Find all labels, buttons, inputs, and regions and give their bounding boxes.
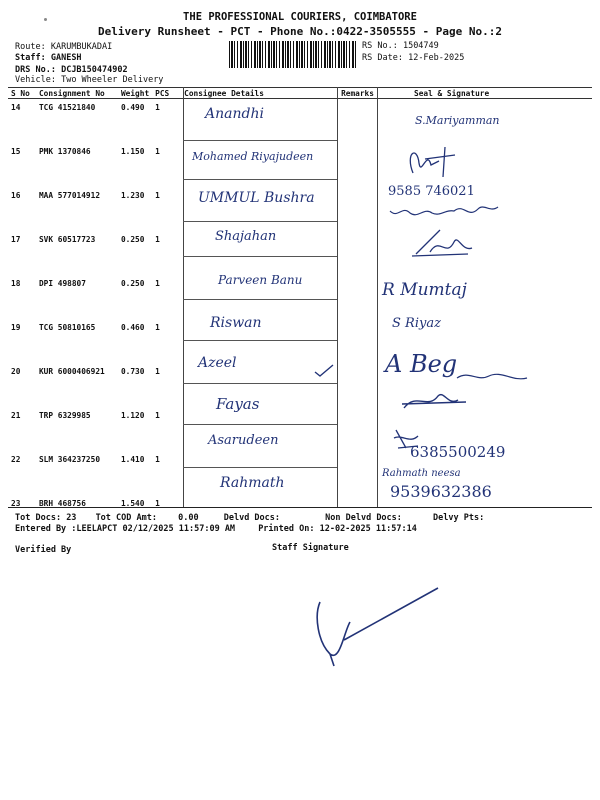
sno-cell: 20 [11, 367, 21, 376]
weight-cell: 0.730 [120, 367, 145, 376]
consignee-handwritten: Asarudeen [208, 433, 279, 448]
col-remarks: Remarks [338, 88, 394, 99]
sno-cell: 16 [11, 191, 21, 200]
weight-cell: 1.540 [120, 499, 145, 508]
staff-line [15, 53, 82, 63]
table-bottom-rule [8, 507, 592, 508]
seal-signature: S.Mariyamman [415, 114, 500, 127]
drs-label: DRS No.: [15, 65, 56, 75]
weight-cell: 1.150 [120, 147, 145, 156]
seal-signature: 6385500249 [410, 443, 506, 461]
pcs-cell: 1 [155, 235, 160, 244]
col-consignee: Consignee Details [181, 88, 338, 99]
row-divider [183, 424, 337, 425]
pcs-cell: 1 [155, 411, 160, 420]
weight-cell: 0.250 [120, 235, 145, 244]
row-divider [183, 179, 337, 180]
col-weight: Weight [118, 88, 152, 99]
route-line [15, 42, 112, 52]
table-header-row [8, 88, 592, 99]
consignee-handwritten: Riswan [210, 315, 262, 331]
consignee-handwritten: Rahmath [220, 475, 285, 491]
drs-line [15, 65, 128, 75]
tot-docs-label: Tot Docs: [15, 513, 62, 523]
signature-mark [395, 143, 465, 181]
verified-by: Verified By [15, 545, 72, 555]
barcode [229, 41, 357, 68]
column-divider [377, 87, 378, 507]
seal-signature: 9585 746021 [388, 184, 475, 199]
column-divider [183, 87, 184, 507]
non-delvd-docs-label: Non Delvd Docs: [325, 513, 402, 523]
consignment-cell: TCG 41521840 [38, 103, 96, 112]
vehicle-label: Vehicle: [15, 75, 56, 85]
col-consignment: Consignment No [36, 88, 118, 99]
sno-cell: 19 [11, 323, 21, 332]
consignment-cell: TCG 50810165 [38, 323, 96, 332]
delvd-docs-label: Delvd Docs: [223, 513, 281, 523]
tot-docs-value: 23 [66, 513, 77, 523]
consignee-handwritten: Mohamed Riyajudeen [192, 150, 314, 163]
pcs-cell: 1 [155, 367, 160, 376]
rs-date-line [362, 53, 464, 63]
signature-mark [400, 388, 470, 414]
tot-cod-label: Tot COD Amt: [95, 513, 157, 523]
seal-signature: 9539632386 [390, 482, 492, 501]
row-divider [183, 256, 337, 257]
weight-cell: 1.410 [120, 455, 145, 464]
route-value: KARUMBUKADAI [50, 42, 113, 52]
consignee-handwritten: Azeel [198, 355, 237, 371]
check-mark-icon [314, 364, 334, 378]
consignee-handwritten: Fayas [216, 395, 260, 413]
consignment-cell: MAA 577014912 [38, 191, 101, 200]
drs-value: DCJB150474902 [61, 65, 128, 75]
consignment-cell: DPI 498807 [38, 279, 86, 288]
sno-cell: 22 [11, 455, 21, 464]
sno-cell: 14 [11, 103, 21, 112]
consignment-cell: BRH 468756 [38, 499, 86, 508]
rs-no-value: 1504749 [402, 41, 439, 51]
signature-mark [455, 368, 530, 384]
consignee-handwritten: Parveen Banu [218, 273, 303, 287]
rs-no-label: RS No.: [362, 41, 398, 51]
sno-cell: 21 [11, 411, 21, 420]
row-divider [183, 140, 337, 141]
col-pcs: PCS [152, 88, 181, 99]
signature-mark [388, 195, 503, 223]
sno-cell: 15 [11, 147, 21, 156]
weight-cell: 1.230 [120, 191, 145, 200]
weight-cell: 0.460 [120, 323, 145, 332]
delvy-pts-label: Delvy Pts: [433, 513, 485, 523]
table-row [8, 231, 592, 275]
route-label: Route: [15, 42, 46, 52]
column-divider [337, 87, 338, 507]
vehicle-value: Two Wheeler Delivery [61, 75, 164, 85]
printed-on: Printed On: 12-02-2025 11:57:14 [258, 524, 417, 534]
consignment-cell: PMK 1370846 [38, 147, 91, 156]
row-divider [183, 221, 337, 222]
seal-signature: A Beg [385, 350, 458, 378]
pcs-cell: 1 [155, 455, 160, 464]
consignment-cell: TRP 6329985 [38, 411, 91, 420]
row-divider [183, 299, 337, 300]
consignee-handwritten: Shajahan [215, 229, 277, 244]
consignee-handwritten: Anandhi [205, 106, 264, 122]
sno-cell: 23 [11, 499, 21, 508]
rs-no-line [362, 41, 439, 51]
staff-signature-label: Staff Signature [272, 543, 349, 553]
sno-cell: 17 [11, 235, 21, 244]
staff-value: GANESH [50, 53, 82, 63]
totals-line [15, 513, 484, 523]
consignment-cell: SLM 364237250 [38, 455, 101, 464]
col-seal: Seal & Signature [394, 88, 592, 99]
weight-cell: 0.250 [120, 279, 145, 288]
consignment-cell: SVK 60517723 [38, 235, 96, 244]
entered-by: Entered By :LEELAPCT 02/12/2025 11:57:09 AM [15, 524, 236, 534]
runsheet-subtitle: Delivery Runsheet - PCT - Phone No.:0422-3505555 - Page No.:2 [98, 25, 502, 38]
entered-by-line [15, 524, 417, 534]
table-row [8, 319, 592, 363]
pcs-cell: 1 [155, 279, 160, 288]
col-sno: S No [8, 88, 36, 99]
rs-date-value: 12-Feb-2025 [408, 53, 465, 63]
pcs-cell: 1 [155, 103, 160, 112]
row-divider [183, 467, 337, 468]
row-divider [183, 383, 337, 384]
staff-label: Staff: [15, 53, 46, 63]
pcs-cell: 1 [155, 191, 160, 200]
seal-signature: S Riyaz [392, 316, 441, 331]
consignment-cell: KUR 6000406921 [38, 367, 105, 376]
rs-date-label: RS Date: [362, 53, 403, 63]
vehicle-line [15, 75, 163, 85]
pcs-cell: 1 [155, 147, 160, 156]
consignee-handwritten: UMMUL Bushra [198, 190, 315, 206]
tot-cod-value: 0.00 [178, 513, 199, 523]
row-divider [183, 340, 337, 341]
pcs-cell: 1 [155, 499, 160, 508]
seal-note: Rahmath neesa [382, 468, 461, 479]
weight-cell: 1.120 [120, 411, 145, 420]
table-row [8, 99, 592, 144]
weight-cell: 0.490 [120, 103, 145, 112]
staff-signature-mark [300, 582, 440, 672]
sno-cell: 18 [11, 279, 21, 288]
signature-mark [410, 222, 480, 260]
seal-signature: R Mumtaj [382, 280, 467, 300]
pcs-cell: 1 [155, 323, 160, 332]
company-title: THE PROFESSIONAL COURIERS, COIMBATORE [183, 11, 417, 23]
